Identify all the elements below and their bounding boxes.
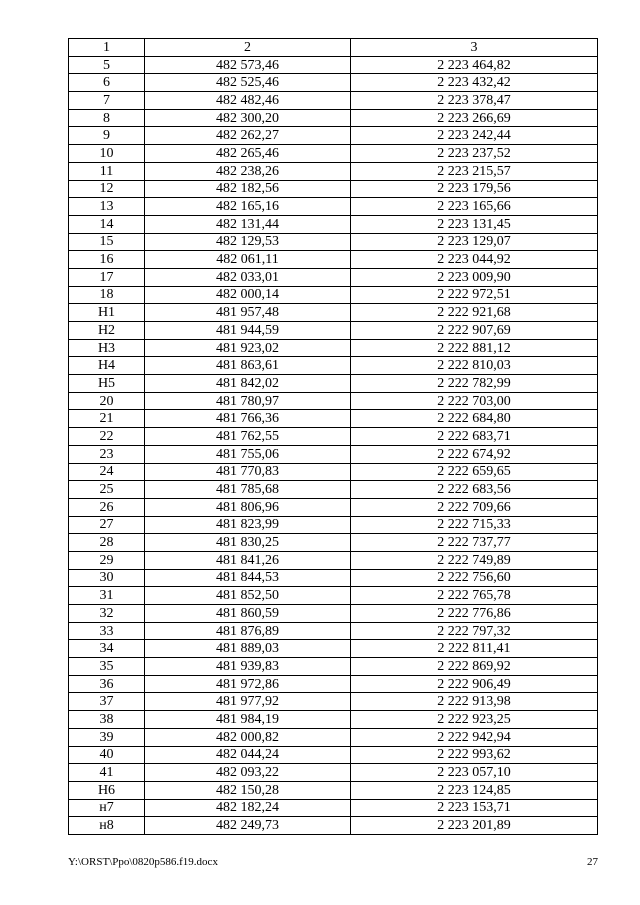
cell-y-coordinate: 2 223 153,71 <box>351 799 598 817</box>
cell-y-coordinate: 2 223 129,07 <box>351 233 598 251</box>
cell-point-id: 34 <box>69 640 145 658</box>
cell-point-id: 8 <box>69 109 145 127</box>
cell-x-coordinate: 482 000,82 <box>145 728 351 746</box>
table-row <box>69 534 598 552</box>
cell-y-coordinate: 2 222 709,66 <box>351 498 598 516</box>
cell-y-coordinate: 2 222 923,25 <box>351 711 598 729</box>
table-row <box>69 233 598 251</box>
cell-y-coordinate: 2 222 782,99 <box>351 375 598 393</box>
cell-point-id: 21 <box>69 410 145 428</box>
cell-y-coordinate: 2 222 659,65 <box>351 463 598 481</box>
cell-x-coordinate: 482 573,46 <box>145 56 351 74</box>
cell-x-coordinate: 481 762,55 <box>145 428 351 446</box>
cell-y-coordinate: 2 223 044,92 <box>351 251 598 269</box>
cell-y-coordinate: 2 222 972,51 <box>351 286 598 304</box>
cell-point-id: 39 <box>69 728 145 746</box>
cell-point-id: 10 <box>69 145 145 163</box>
cell-x-coordinate: 481 806,96 <box>145 498 351 516</box>
cell-y-coordinate: 2 223 179,56 <box>351 180 598 198</box>
cell-point-id: Н1 <box>69 304 145 322</box>
cell-x-coordinate: 482 000,14 <box>145 286 351 304</box>
table-row <box>69 551 598 569</box>
cell-y-coordinate: 2 222 921,68 <box>351 304 598 322</box>
cell-x-coordinate: 481 841,26 <box>145 551 351 569</box>
cell-x-coordinate: 482 300,20 <box>145 109 351 127</box>
table-row <box>69 693 598 711</box>
cell-x-coordinate: 481 823,99 <box>145 516 351 534</box>
cell-point-id: 38 <box>69 711 145 729</box>
cell-x-coordinate: 481 844,53 <box>145 569 351 587</box>
coordinates-table <box>68 38 598 835</box>
cell-x-coordinate: 481 984,19 <box>145 711 351 729</box>
cell-point-id: 32 <box>69 605 145 623</box>
table-row <box>69 286 598 304</box>
cell-x-coordinate: 482 182,56 <box>145 180 351 198</box>
cell-x-coordinate: 482 165,16 <box>145 198 351 216</box>
cell-y-coordinate: 2 222 683,71 <box>351 428 598 446</box>
cell-x-coordinate: 481 842,02 <box>145 375 351 393</box>
cell-point-id: Н4 <box>69 357 145 375</box>
cell-point-id: 30 <box>69 569 145 587</box>
cell-y-coordinate: 2 222 703,00 <box>351 392 598 410</box>
cell-point-id: н8 <box>69 817 145 835</box>
table-row <box>69 481 598 499</box>
cell-y-coordinate: 2 223 201,89 <box>351 817 598 835</box>
cell-x-coordinate: 481 766,36 <box>145 410 351 428</box>
cell-y-coordinate: 2 222 765,78 <box>351 587 598 605</box>
table-row <box>69 268 598 286</box>
cell-x-coordinate: 481 944,59 <box>145 322 351 340</box>
table-row <box>69 74 598 92</box>
cell-point-id: 16 <box>69 251 145 269</box>
cell-y-coordinate: 2 222 881,12 <box>351 339 598 357</box>
column-header-point: 1 <box>69 39 145 57</box>
cell-x-coordinate: 482 182,24 <box>145 799 351 817</box>
cell-point-id: Н3 <box>69 339 145 357</box>
table-row <box>69 109 598 127</box>
table-row <box>69 622 598 640</box>
cell-point-id: 40 <box>69 746 145 764</box>
cell-point-id: 41 <box>69 764 145 782</box>
cell-point-id: 15 <box>69 233 145 251</box>
table-row <box>69 799 598 817</box>
table-row <box>69 145 598 163</box>
table-row <box>69 375 598 393</box>
cell-point-id: 12 <box>69 180 145 198</box>
table-body <box>69 56 598 834</box>
cell-x-coordinate: 481 957,48 <box>145 304 351 322</box>
table-row <box>69 357 598 375</box>
table-row <box>69 764 598 782</box>
cell-x-coordinate: 481 785,68 <box>145 481 351 499</box>
table-row <box>69 728 598 746</box>
table-row <box>69 339 598 357</box>
cell-point-id: 33 <box>69 622 145 640</box>
cell-y-coordinate: 2 222 737,77 <box>351 534 598 552</box>
cell-point-id: 9 <box>69 127 145 145</box>
cell-y-coordinate: 2 223 009,90 <box>351 268 598 286</box>
table-row <box>69 675 598 693</box>
cell-x-coordinate: 481 923,02 <box>145 339 351 357</box>
cell-point-id: 13 <box>69 198 145 216</box>
cell-y-coordinate: 2 222 811,41 <box>351 640 598 658</box>
table-row <box>69 92 598 110</box>
column-header-y: 3 <box>351 39 598 57</box>
cell-x-coordinate: 481 770,83 <box>145 463 351 481</box>
cell-point-id: 37 <box>69 693 145 711</box>
column-header-x: 2 <box>145 39 351 57</box>
cell-point-id: Н5 <box>69 375 145 393</box>
cell-x-coordinate: 482 238,26 <box>145 162 351 180</box>
table-row <box>69 410 598 428</box>
cell-point-id: 6 <box>69 74 145 92</box>
cell-y-coordinate: 2 222 869,92 <box>351 658 598 676</box>
cell-y-coordinate: 2 223 237,52 <box>351 145 598 163</box>
table-row <box>69 711 598 729</box>
cell-x-coordinate: 482 482,46 <box>145 92 351 110</box>
cell-y-coordinate: 2 222 684,80 <box>351 410 598 428</box>
cell-point-id: 18 <box>69 286 145 304</box>
cell-point-id: Н6 <box>69 781 145 799</box>
cell-point-id: 28 <box>69 534 145 552</box>
cell-point-id: 25 <box>69 481 145 499</box>
footer-file-path: Y:\ORST\Ppo\0820p586.f19.docx <box>68 856 218 868</box>
table-row <box>69 127 598 145</box>
cell-y-coordinate: 2 222 907,69 <box>351 322 598 340</box>
cell-x-coordinate: 482 525,46 <box>145 74 351 92</box>
cell-y-coordinate: 2 222 674,92 <box>351 445 598 463</box>
cell-y-coordinate: 2 222 942,94 <box>351 728 598 746</box>
table-header-row <box>69 39 598 57</box>
table-row <box>69 498 598 516</box>
cell-y-coordinate: 2 223 215,57 <box>351 162 598 180</box>
table-row <box>69 180 598 198</box>
cell-y-coordinate: 2 222 993,62 <box>351 746 598 764</box>
cell-point-id: 35 <box>69 658 145 676</box>
cell-x-coordinate: 482 129,53 <box>145 233 351 251</box>
cell-point-id: 26 <box>69 498 145 516</box>
cell-x-coordinate: 481 876,89 <box>145 622 351 640</box>
cell-x-coordinate: 482 262,27 <box>145 127 351 145</box>
table-row <box>69 781 598 799</box>
table-row <box>69 817 598 835</box>
table-row <box>69 392 598 410</box>
cell-x-coordinate: 481 939,83 <box>145 658 351 676</box>
cell-point-id: 7 <box>69 92 145 110</box>
cell-y-coordinate: 2 223 057,10 <box>351 764 598 782</box>
cell-x-coordinate: 481 889,03 <box>145 640 351 658</box>
cell-x-coordinate: 481 977,92 <box>145 693 351 711</box>
cell-y-coordinate: 2 223 165,66 <box>351 198 598 216</box>
cell-point-id: 29 <box>69 551 145 569</box>
cell-y-coordinate: 2 222 749,89 <box>351 551 598 569</box>
cell-point-id: 27 <box>69 516 145 534</box>
cell-point-id: 23 <box>69 445 145 463</box>
table-row <box>69 322 598 340</box>
cell-x-coordinate: 482 093,22 <box>145 764 351 782</box>
table-row <box>69 445 598 463</box>
cell-y-coordinate: 2 222 756,60 <box>351 569 598 587</box>
table-row <box>69 658 598 676</box>
cell-x-coordinate: 481 972,86 <box>145 675 351 693</box>
cell-point-id: Н2 <box>69 322 145 340</box>
cell-y-coordinate: 2 223 131,45 <box>351 215 598 233</box>
cell-y-coordinate: 2 223 266,69 <box>351 109 598 127</box>
cell-y-coordinate: 2 222 683,56 <box>351 481 598 499</box>
cell-y-coordinate: 2 223 464,82 <box>351 56 598 74</box>
table-row <box>69 640 598 658</box>
cell-point-id: 14 <box>69 215 145 233</box>
table-row <box>69 428 598 446</box>
cell-point-id: 24 <box>69 463 145 481</box>
cell-x-coordinate: 481 852,50 <box>145 587 351 605</box>
cell-x-coordinate: 482 249,73 <box>145 817 351 835</box>
cell-y-coordinate: 2 223 242,44 <box>351 127 598 145</box>
cell-point-id: 31 <box>69 587 145 605</box>
cell-x-coordinate: 482 265,46 <box>145 145 351 163</box>
table-row <box>69 463 598 481</box>
cell-x-coordinate: 482 033,01 <box>145 268 351 286</box>
cell-x-coordinate: 482 044,24 <box>145 746 351 764</box>
cell-y-coordinate: 2 222 797,32 <box>351 622 598 640</box>
table-row <box>69 162 598 180</box>
cell-y-coordinate: 2 222 810,03 <box>351 357 598 375</box>
cell-x-coordinate: 482 061,11 <box>145 251 351 269</box>
cell-point-id: 36 <box>69 675 145 693</box>
cell-y-coordinate: 2 223 124,85 <box>351 781 598 799</box>
cell-y-coordinate: 2 223 432,42 <box>351 74 598 92</box>
cell-x-coordinate: 481 780,97 <box>145 392 351 410</box>
cell-point-id: 5 <box>69 56 145 74</box>
table-row <box>69 746 598 764</box>
cell-y-coordinate: 2 222 776,86 <box>351 605 598 623</box>
table-row <box>69 516 598 534</box>
table-row <box>69 304 598 322</box>
cell-y-coordinate: 2 222 715,33 <box>351 516 598 534</box>
cell-y-coordinate: 2 222 913,98 <box>351 693 598 711</box>
footer-page-number: 27 <box>587 856 598 868</box>
cell-x-coordinate: 481 863,61 <box>145 357 351 375</box>
cell-point-id: 11 <box>69 162 145 180</box>
cell-x-coordinate: 482 150,28 <box>145 781 351 799</box>
cell-point-id: 20 <box>69 392 145 410</box>
cell-y-coordinate: 2 223 378,47 <box>351 92 598 110</box>
table-row <box>69 215 598 233</box>
table-row <box>69 251 598 269</box>
cell-x-coordinate: 481 755,06 <box>145 445 351 463</box>
cell-x-coordinate: 482 131,44 <box>145 215 351 233</box>
table-row <box>69 56 598 74</box>
cell-x-coordinate: 481 860,59 <box>145 605 351 623</box>
table-row <box>69 587 598 605</box>
table-row <box>69 198 598 216</box>
table-row <box>69 569 598 587</box>
cell-point-id: н7 <box>69 799 145 817</box>
cell-x-coordinate: 481 830,25 <box>145 534 351 552</box>
cell-y-coordinate: 2 222 906,49 <box>351 675 598 693</box>
cell-point-id: 22 <box>69 428 145 446</box>
cell-point-id: 17 <box>69 268 145 286</box>
table-row <box>69 605 598 623</box>
